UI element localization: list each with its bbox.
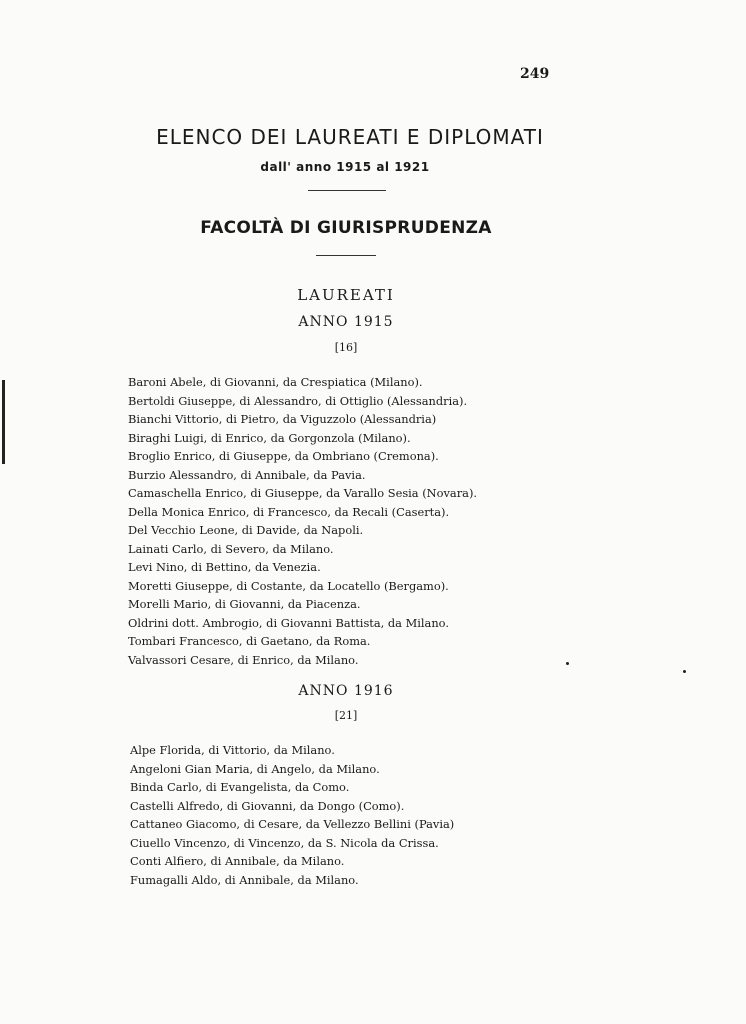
title-divider: [308, 190, 386, 191]
list-item: Levi Nino, di Bettino, da Venezia.: [128, 560, 321, 574]
list-item: Burzio Alessandro, di Annibale, da Pavia.: [128, 467, 366, 482]
graduate-list-1916: [130, 741, 454, 889]
graduate-count-1916: [21]: [334, 709, 358, 722]
list-item: Camaschella Enrico, di Giuseppe, da Varallo Sesia (Novara).: [128, 486, 478, 500]
list-item: Conti Alfiero, di Annibale, da Milano.: [130, 854, 345, 868]
list-item: Morelli Mario, di Giovanni, da Piacenza.: [128, 597, 361, 611]
list-item: Della Monica Enrico, di Francesco, da Recali (Caserta).: [128, 504, 450, 519]
list-item: Del Vecchio Leone, di Davide, da Napoli.: [128, 523, 364, 537]
section-heading: LAUREATI: [297, 286, 395, 304]
scan-speck: [683, 670, 686, 673]
list-item: Binda Carlo, di Evangelista, da Como.: [130, 780, 350, 794]
year-heading-1915: ANNO 1915: [298, 314, 394, 330]
list-item: Alpe Florida, di Vittorio, da Milano.: [130, 743, 335, 757]
list-item: Biraghi Luigi, di Enrico, da Gorgonzola (Milano).: [128, 430, 411, 445]
graduate-count-1915: [16]: [334, 341, 358, 354]
page-number: 249: [520, 66, 550, 82]
list-item: Ciuello Vincenzo, di Vincenzo, da S. Nicola da Crissa.: [130, 835, 439, 850]
list-item: Fumagalli Aldo, di Annibale, da Milano.: [130, 872, 359, 887]
date-range-subtitle: dall' anno 1915 al 1921: [260, 160, 430, 174]
list-item: Valvassori Cesare, di Enrico, da Milano.: [128, 652, 359, 667]
list-item: Bianchi Vittorio, di Pietro, da Viguzzolo (Alessandria): [128, 412, 437, 426]
scan-margin-mark: [2, 380, 5, 464]
list-item: Bertoldi Giuseppe, di Alessandro, di Ottiglio (Alessandria).: [128, 393, 468, 408]
list-item: Cattaneo Giacomo, di Cesare, da Vellezzo Bellini (Pavia): [130, 817, 455, 831]
document-title: ELENCO DEI LAUREATI E DIPLOMATI: [156, 125, 544, 149]
list-item: Castelli Alfredo, di Giovanni, da Dongo (Como).: [130, 798, 405, 813]
faculty-heading: FACOLTÀ DI GIURISPRUDENZA: [200, 218, 492, 238]
faculty-divider: [316, 255, 376, 256]
list-item: Lainati Carlo, di Severo, da Milano.: [128, 541, 334, 556]
list-item: Broglio Enrico, di Giuseppe, da Ombriano (Cremona).: [128, 449, 439, 463]
scan-speck: [566, 662, 569, 665]
graduate-list-1915: [128, 373, 477, 669]
list-item: Baroni Abele, di Giovanni, da Crespiatica (Milano).: [128, 375, 423, 389]
list-item: Moretti Giuseppe, di Costante, da Locatello (Bergamo).: [128, 578, 449, 593]
year-heading-1916: ANNO 1916: [298, 683, 394, 699]
list-item: Tombari Francesco, di Gaetano, da Roma.: [128, 634, 371, 648]
list-item: Angeloni Gian Maria, di Angelo, da Milano.: [130, 761, 380, 776]
list-item: Oldrini dott. Ambrogio, di Giovanni Battista, da Milano.: [128, 615, 449, 630]
